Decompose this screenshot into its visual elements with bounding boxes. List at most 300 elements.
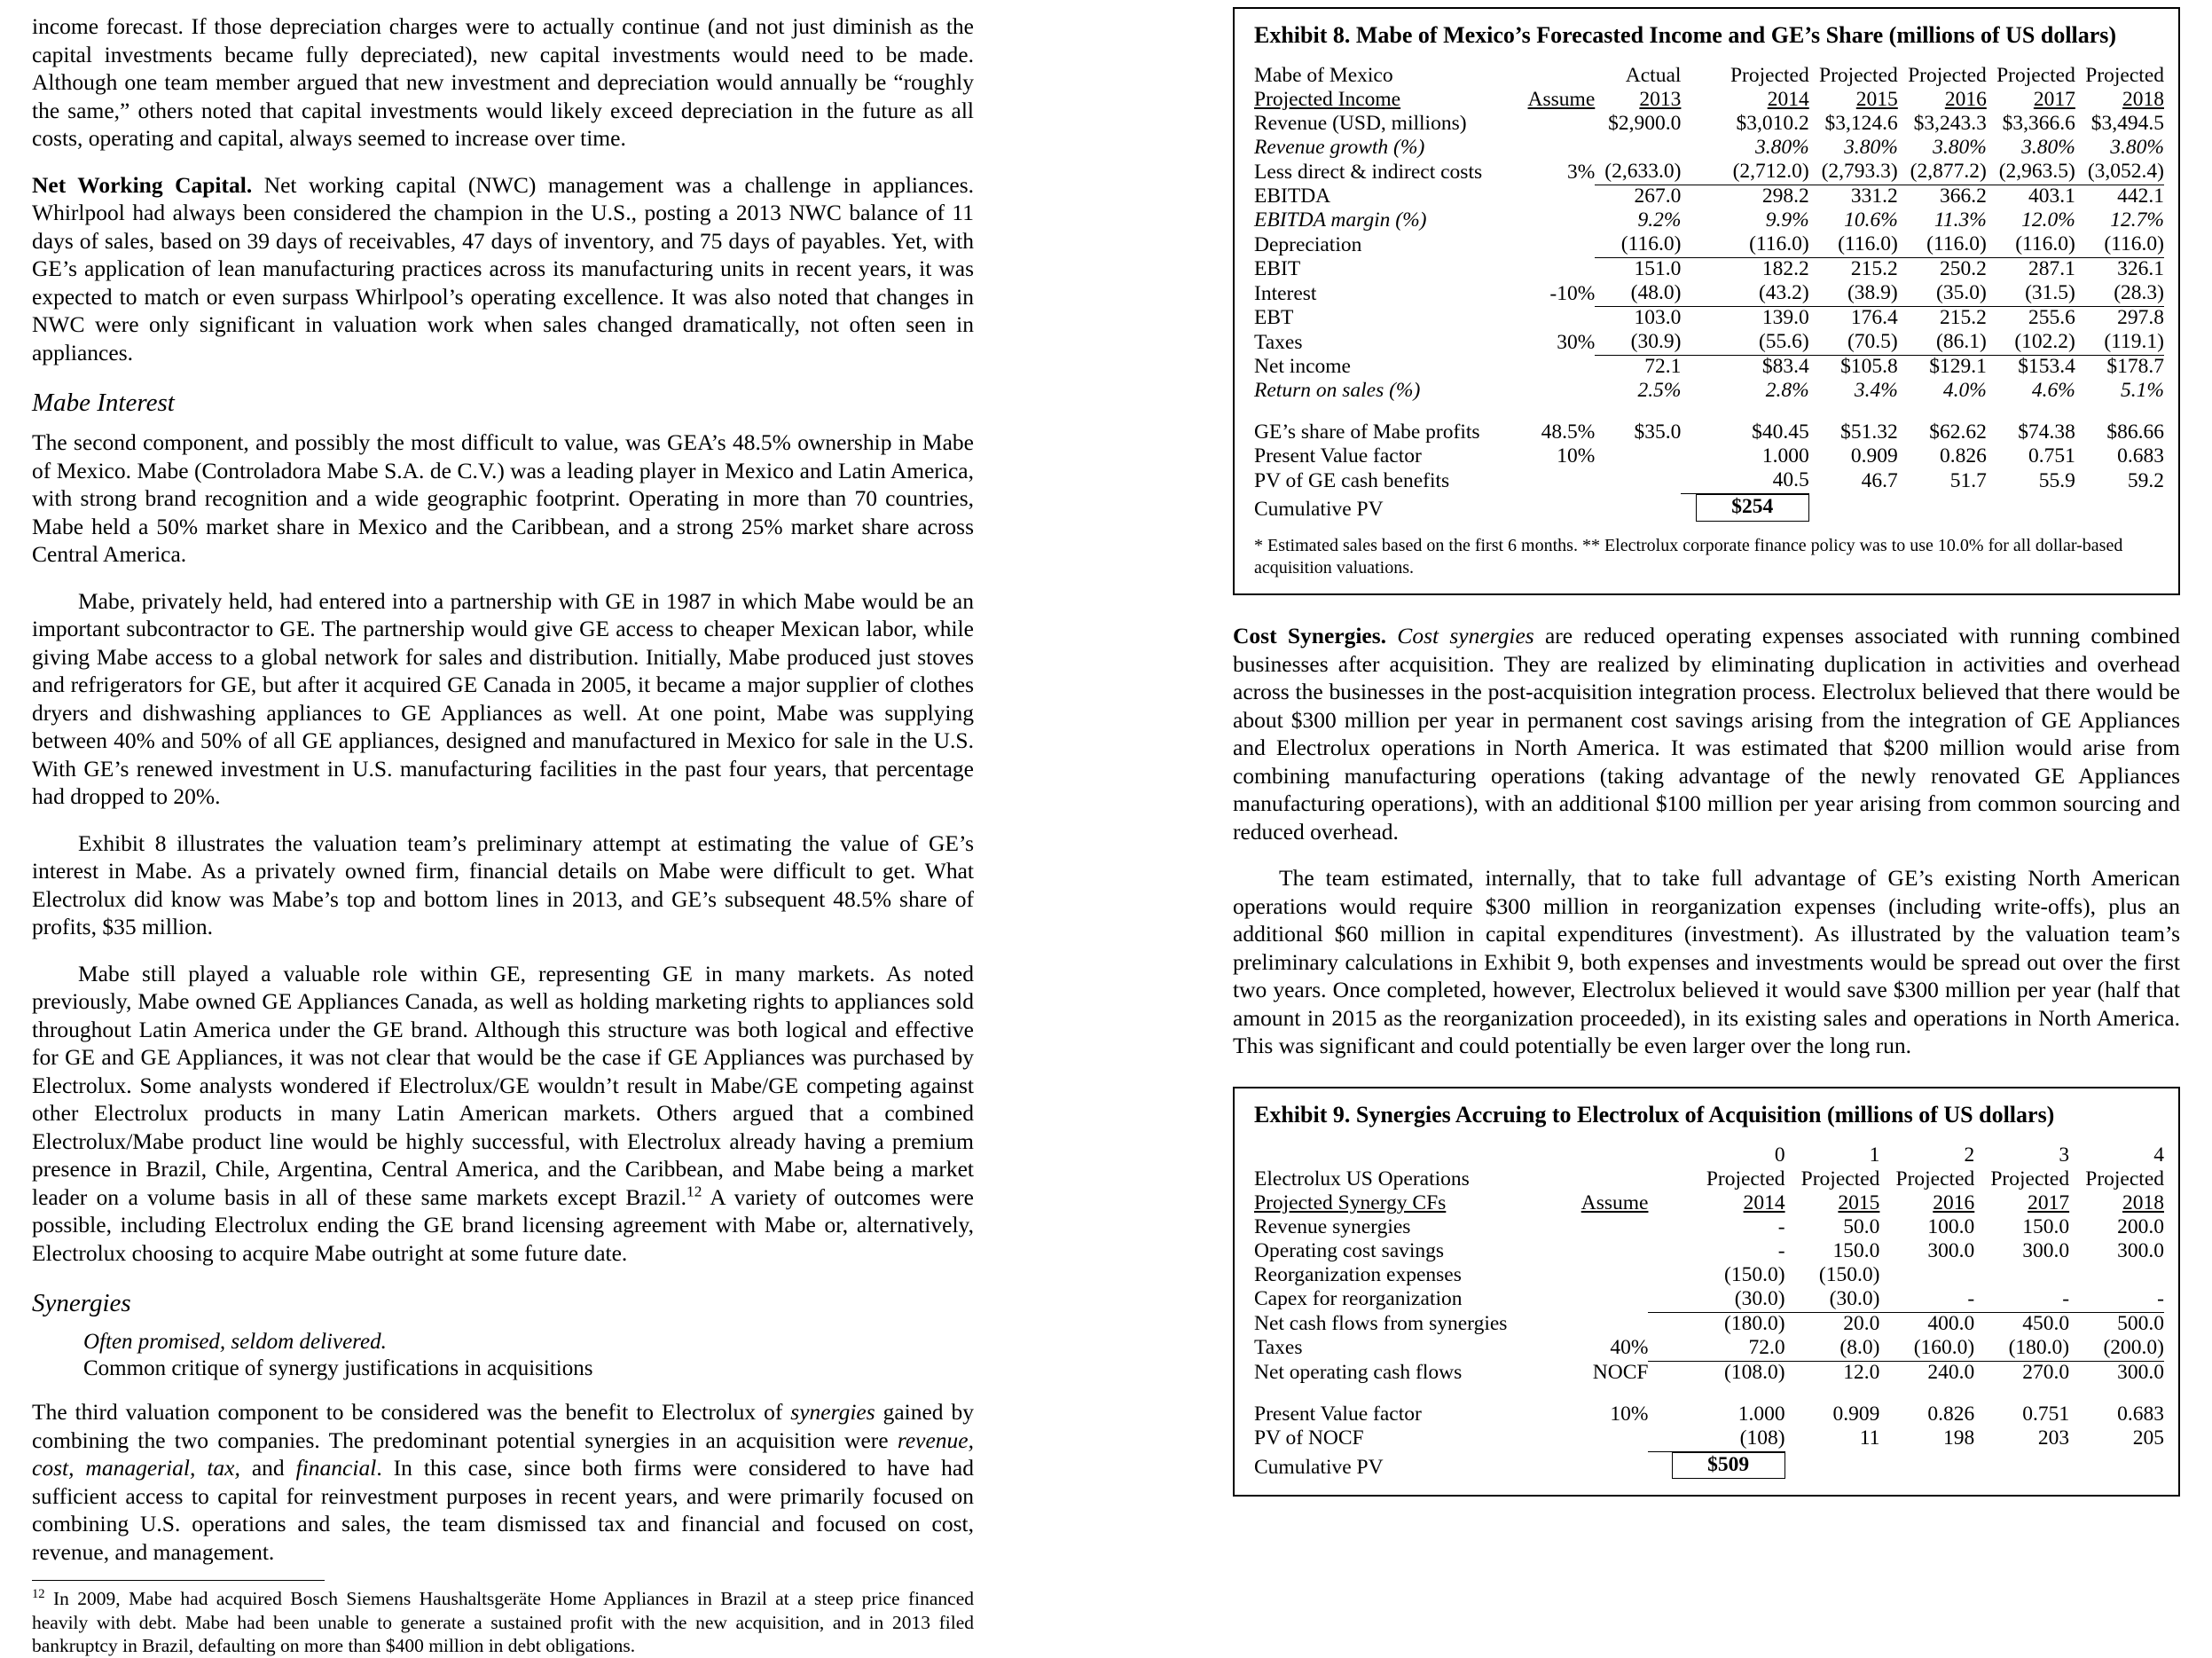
e8-l1-v4: 0.751	[2028, 444, 2075, 468]
exhibit-8	[1233, 7, 2180, 595]
e9-l0-assume: 10%	[1610, 1402, 1649, 1426]
e9-r4-v0: (180.0)	[1724, 1311, 1785, 1335]
e8-r0-v4: $3,366.6	[2002, 112, 2075, 135]
e9-r4-assume	[1567, 1312, 1648, 1337]
e8-l0-label: GE’s share of Mabe profits	[1254, 420, 1480, 444]
e9-r6-label: Net operating cash flows	[1254, 1360, 1463, 1384]
e8-r0-v0: $2,900.0	[1608, 112, 1682, 135]
e8-r9-v4: (102.2)	[1987, 331, 2075, 356]
table-row	[1254, 1403, 2164, 1427]
e8-r10-v1: $83.4	[1761, 355, 1809, 378]
exhibit-9-h2-c6: 2018	[2122, 1190, 2164, 1214]
table-row	[1254, 494, 2164, 523]
exhibit-8-h2-c3: 2014	[1767, 88, 1809, 111]
e8-r0-v1: $3,010.2	[1736, 112, 1809, 135]
e8-r10-v2: $105.8	[1840, 355, 1898, 378]
exhibit-9-h1-c0: Electrolux US Operations	[1254, 1167, 1470, 1190]
exhibit-9-h0-c2: 0	[1774, 1143, 1785, 1167]
e9-r1-v1: 150.0	[1832, 1238, 1880, 1262]
e8-r6-v2: 215.2	[1850, 257, 1898, 280]
e9-r3-v3: -	[1974, 1288, 2069, 1313]
e8-r4-v0: 9.2%	[1637, 208, 1682, 232]
synergies-i3: financial	[295, 1455, 377, 1481]
heading-synergies: Synergies	[32, 1289, 131, 1317]
e8-l2-label: PV of GE cash benefits	[1254, 468, 1450, 492]
e9-r6-v0: (108.0)	[1724, 1360, 1785, 1384]
e8-l2-v3: 51.7	[1949, 468, 1987, 492]
e8-r2-v5: (3,052.4)	[2075, 161, 2164, 185]
e9-r3-v0: (30.0)	[1648, 1288, 1785, 1313]
nwc-body: Net working capital (NWC) management was a challenge in appliances. Whirlpool had always been considered the champion in the U.S., posting a 2013 NWC balance of 11 days of sales, based on 39 days of receivables, 47 days of inventory, and 75 days of payables. Yet, with GE’s application of lean manufacturing practices across its manufacturing units in recent years, it was expected to match or even surpass Whirlpool’s operating excellence. It was also noted that changes in NWC were only significant in valuation work when sales changed dramatically, not often seen in appliances.	[32, 171, 974, 365]
e8-r5-v3: (116.0)	[1898, 233, 1987, 258]
cost-synergies-lead: Cost Synergies.	[1233, 623, 1387, 648]
e8-r10-v4: $153.4	[2018, 355, 2075, 378]
exhibit-9-h1-c1	[1567, 1168, 1648, 1192]
e8-l1-assume: 10%	[1557, 444, 1596, 468]
e9-l1-v3: 203	[2037, 1426, 2070, 1450]
exhibit-9-h0-c5: 3	[2059, 1143, 2070, 1167]
table-row	[1254, 113, 2164, 137]
paragraph-synergies	[32, 1398, 974, 1566]
e9-l2-v0-cell	[1648, 1451, 1785, 1481]
e8-r5-v2: (116.0)	[1809, 233, 1898, 258]
exhibit-9-h2-c4: 2016	[1933, 1190, 1975, 1214]
exhibit-8-h1-c7: Projected	[2085, 64, 2164, 87]
e9-r5-v2: (160.0)	[1879, 1337, 1974, 1362]
heading-mabe-interest: Mabe Interest	[32, 389, 175, 417]
exhibit-9-h2-c2: 2014	[1743, 1190, 1785, 1214]
table-row	[1254, 331, 2164, 356]
exhibit-9-h2-c0: Projected Synergy CFs	[1254, 1190, 1447, 1214]
table-row	[1254, 1337, 2164, 1362]
exhibit-9-title: Exhibit 9. Synergies Accruing to Electrolux of Acquisition (millions of US dollars)	[1254, 1101, 2055, 1128]
e8-r2-v4: (2,963.5)	[1987, 161, 2075, 185]
e9-r5-v1: (8.0)	[1785, 1337, 1880, 1362]
e8-l1-v0	[1595, 445, 1681, 469]
e8-r2-v1: (2,712.0)	[1681, 161, 1808, 185]
e8-l3-v0	[1595, 494, 1681, 523]
e8-r3-v4: 403.1	[2028, 185, 2075, 208]
e9-r5-v3: (180.0)	[1974, 1337, 2069, 1362]
exhibit-9-h2-c3: 2015	[1838, 1190, 1880, 1214]
footnote-12	[32, 1587, 974, 1658]
paragraph-mabe-4-tail: A variety of outcomes were possible, including Electrolux ending the GE brand licensing agreement with Mabe or, alternatively, Electrolux choosing to acquire Mabe outright at some future date.	[32, 1183, 974, 1266]
e8-l0-v5: $86.66	[2106, 420, 2164, 444]
e8-r0-v5: $3,494.5	[2090, 112, 2164, 135]
e8-l0-v2: $51.32	[1840, 420, 1898, 444]
e8-l1-label: Present Value factor	[1254, 444, 1422, 468]
e8-r9-label: Taxes	[1254, 330, 1303, 354]
e8-r8-v2: 176.4	[1850, 306, 1898, 329]
table-row	[1254, 445, 2164, 469]
e9-r4-label: Net cash flows from synergies	[1254, 1311, 1508, 1335]
e8-l3-assume	[1519, 494, 1595, 523]
e8-r10-label: Net income	[1254, 355, 1351, 378]
exhibit-9-h1-c2: Projected	[1706, 1167, 1785, 1190]
exhibit-8-h1-c4: Projected	[1819, 64, 1898, 87]
e8-r2-v2: (2,793.3)	[1809, 161, 1898, 185]
exhibit-9-h2-c1: Assume	[1581, 1190, 1649, 1214]
table-row	[1254, 1361, 2164, 1386]
exhibit-8-title: Exhibit 8. Mabe of Mexico’s Forecasted Income and GE’s Share (millions of US dollars)	[1254, 22, 2117, 48]
e9-r2-v1: (150.0)	[1818, 1262, 1880, 1286]
e9-l0-v1: 0.909	[1832, 1402, 1880, 1426]
exhibit-8-h2-c1: Assume	[1527, 88, 1596, 111]
e8-r7-v0: (48.0)	[1595, 282, 1681, 307]
e9-r0-v1: 50.0	[1843, 1214, 1880, 1238]
e9-r5-label: Taxes	[1254, 1336, 1303, 1359]
e9-r2-assume	[1567, 1264, 1648, 1288]
e9-r6-v1: 12.0	[1843, 1360, 1880, 1384]
e8-r4-v5: 12.7%	[2110, 208, 2164, 232]
table-row	[1254, 161, 2164, 185]
e8-r6-v0: 151.0	[1634, 257, 1682, 280]
synergies-t2: gained by combining the two companies. The predominant potential synergies in an acquisition were	[32, 1399, 974, 1453]
e9-r0-label: Revenue synergies	[1254, 1214, 1411, 1238]
e9-r6-assume: NOCF	[1592, 1360, 1649, 1384]
e8-r6-v4: 287.1	[2028, 257, 2075, 280]
e8-r1-v4: 3.80%	[2021, 136, 2075, 159]
e9-l0-v4: 0.683	[2117, 1402, 2164, 1426]
e8-l0-assume: 48.5%	[1541, 420, 1596, 444]
exhibit-9	[1233, 1087, 2180, 1497]
e9-l1-assume	[1567, 1427, 1648, 1452]
e8-l0-v4: $74.38	[2018, 420, 2075, 444]
e8-l3-label: Cumulative PV	[1254, 498, 1384, 521]
e8-r11-v4: 4.6%	[2031, 379, 2075, 402]
e8-r0-v2: $3,124.6	[1824, 112, 1898, 135]
exhibit-9-h0-c6: 4	[2153, 1143, 2164, 1167]
e9-r2-v0: (150.0)	[1724, 1262, 1785, 1286]
e8-r0-assume	[1519, 113, 1595, 137]
e9-l2-assume	[1567, 1451, 1648, 1481]
e8-r1-v1: 3.80%	[1755, 136, 1809, 159]
e8-r4-v3: 11.3%	[1934, 208, 1987, 232]
e8-r9-v5: (119.1)	[2075, 331, 2164, 356]
synergies-i2: revenue, cost, managerial, tax,	[32, 1426, 974, 1481]
e8-r1-v2: 3.80%	[1844, 136, 1898, 159]
e8-r5-v1: (116.0)	[1681, 233, 1808, 258]
e8-r11-v0: 2.5%	[1637, 379, 1682, 402]
exhibit-9-h0-c0	[1254, 1144, 1567, 1168]
paragraph-income-forecast: income forecast. If those depreciation charges were to actually continue (and not just diminish as the capital investments became fully depreciated), new capital investments would need to be made. Although one team member argued that new investment and depreciation would annually be “roughly the same,” others noted that capital investments would likely exceed depreciation in the future as all costs, operating and capital, always seemed to increase over time.	[32, 13, 974, 151]
paragraph-mabe-4-main: Mabe still played a valuable role within GE, representing GE in many markets. As noted previously, Mabe owned GE Appliances Canada, as well as holding marketing rights to appliances sold throughout Latin America under the GE brand. Although this structure was both logical and effective for GE and GE Appliances, it was not clear that would be the case if GE Appliances was purchased by Electrolux. Some analysts wondered if Electrolux/GE wouldn’t result in Mabe/GE competing against other Electrolux products in many Latin American markets. Others argued that a combined Electrolux/Mabe product line would be highly successful, with Electrolux already having a premium presence in Brazil, Chile, Argentina, Central America, and the Caribbean, and Mabe being a market leader on a volume basis in all of these same markets except Brazil.	[32, 960, 974, 1210]
e8-l2-v0	[1595, 469, 1681, 494]
e9-r3-label: Capex for reorganization	[1254, 1287, 1463, 1310]
e8-r10-v3: $129.1	[1929, 355, 1987, 378]
table-spacer	[1254, 404, 2164, 421]
e8-r8-v1: 139.0	[1761, 306, 1809, 329]
e9-r2-v3	[1974, 1264, 2069, 1288]
table-row	[1254, 258, 2164, 283]
e8-r7-v2: (38.9)	[1809, 282, 1898, 307]
e9-r1-label: Operating cost savings	[1254, 1238, 1445, 1262]
e9-l1-label: PV of NOCF	[1254, 1426, 1364, 1450]
e8-r0-label: Revenue (USD, millions)	[1254, 112, 1467, 135]
e8-r8-v0: 103.0	[1634, 306, 1682, 329]
e9-r3-assume	[1567, 1288, 1648, 1313]
exhibit-8-h1-c0: Mabe of Mexico	[1254, 64, 1393, 87]
exhibit-9-header-row-2	[1254, 1192, 2164, 1216]
e8-r10-assume	[1519, 356, 1595, 381]
e8-r8-v4: 255.6	[2028, 306, 2075, 329]
e9-l0-label: Present Value factor	[1254, 1402, 1422, 1426]
e8-r2-v3: (2,877.2)	[1898, 161, 1987, 185]
e8-r5-label: Depreciation	[1254, 232, 1362, 256]
exhibit-9-body	[1254, 1216, 2164, 1481]
e9-l2-v4	[2069, 1451, 2164, 1481]
right-exhibit-column	[1233, 7, 2180, 1497]
e8-r9-v1: (55.6)	[1681, 331, 1808, 356]
paragraph-team-estimate: The team estimated, internally, that to take full advantage of GE’s existing North American operations would require $300 million in reorganization expenses (including write-offs), plus an additional $60 million in capital expenditures (investment). As illustrated by the valuation team’s preliminary calculations in Exhibit 9, both expenses and investments would be spread out over the first two years. Once completed, however, Electrolux believed it would save $300 million per year (half that amount in 2015 as the reorganization proceeded), in its existing sales and operations in North America. This was significant and could potentially be even larger over the long run.	[1233, 865, 2180, 1058]
cumulative-pv-value: $254	[1696, 494, 1809, 522]
e9-r0-v0: -	[1777, 1214, 1785, 1238]
e8-r2-assume: 3%	[1566, 160, 1596, 184]
e8-r10-v5: $178.7	[2106, 355, 2164, 378]
table-row	[1254, 209, 2164, 233]
synergies-t1: The third valuation component to be considered was the benefit to Electrolux of	[32, 1399, 791, 1425]
e9-r1-assume	[1567, 1240, 1648, 1264]
e9-r4-v3: 450.0	[2022, 1311, 2070, 1335]
e8-r1-label: Revenue growth (%)	[1254, 136, 1425, 159]
exhibit-9-header-row-1	[1254, 1168, 2164, 1192]
e9-l2-v3	[1974, 1451, 2069, 1481]
e8-l2-v5: 59.2	[2127, 468, 2164, 492]
e8-r3-v1: 298.2	[1761, 185, 1809, 208]
e9-r3-v2: -	[1879, 1288, 1974, 1313]
synergies-i1: synergies	[790, 1399, 875, 1425]
e9-r5-v0: 72.0	[1648, 1337, 1785, 1362]
e8-r7-v1: (43.2)	[1681, 282, 1808, 307]
e8-l2-v2: 46.7	[1861, 468, 1898, 492]
e8-r0-v3: $3,243.3	[1913, 112, 1987, 135]
exhibit-9-thead	[1254, 1144, 2164, 1216]
e8-r2-label: Less direct & indirect costs	[1254, 160, 1483, 184]
e9-r1-v3: 300.0	[2022, 1238, 2070, 1262]
e9-l2-label: Cumulative PV	[1254, 1455, 1384, 1479]
table-row	[1254, 1312, 2164, 1337]
exhibit-9-table	[1254, 1144, 2164, 1481]
table-row	[1254, 307, 2164, 332]
epigraph-attribution: Common critique of synergy justifications in acquisitions	[83, 1356, 593, 1380]
e9-r6-v3: 270.0	[2022, 1360, 2070, 1384]
e9-r4-v2: 400.0	[1927, 1311, 1975, 1335]
e9-r2-v2	[1879, 1264, 1974, 1288]
exhibit-9-h0-c4: 2	[1964, 1143, 1975, 1167]
table-row	[1254, 469, 2164, 494]
exhibit-8-h1-c5: Projected	[1908, 64, 1987, 87]
epigraph-quote: Often promised, seldom delivered.	[83, 1330, 387, 1354]
e9-r1-v0: -	[1777, 1238, 1785, 1262]
e8-r9-v3: (86.1)	[1898, 331, 1987, 356]
e9-l1-v0: (108)	[1648, 1427, 1785, 1452]
e9-r6-v2: 240.0	[1927, 1360, 1975, 1384]
e8-l3-v2	[1809, 494, 1898, 523]
e8-r6-label: EBIT	[1254, 257, 1301, 280]
table-row	[1254, 233, 2164, 258]
e8-r9-assume: 30%	[1557, 330, 1596, 354]
e8-l1-v1: 1.000	[1761, 444, 1809, 468]
e8-l1-v2: 0.909	[1850, 444, 1898, 468]
e8-r4-v1: 9.9%	[1765, 208, 1809, 232]
e8-l0-v3: $62.62	[1929, 420, 1987, 444]
nwc-lead-in: Net Working Capital.	[32, 171, 253, 198]
e8-l2-v4: 55.9	[2038, 468, 2075, 492]
table-row	[1254, 380, 2164, 404]
exhibit-9-h0-c1	[1567, 1144, 1648, 1168]
e8-r5-v4: (116.0)	[1987, 233, 2075, 258]
e8-l0-v1: $40.45	[1752, 420, 1809, 444]
exhibit-8-h2-c4: 2015	[1855, 88, 1898, 111]
table-row	[1254, 1288, 2164, 1313]
exhibit-8-h1-c3: Projected	[1730, 64, 1809, 87]
e9-r0-v3: 150.0	[2022, 1214, 2070, 1238]
e8-r6-v3: 250.2	[1939, 257, 1987, 280]
exhibit-8-thead	[1254, 65, 2164, 113]
e8-r1-v5: 3.80%	[2110, 136, 2164, 159]
e8-r11-label: Return on sales (%)	[1254, 379, 1421, 402]
e8-r11-v2: 3.4%	[1854, 379, 1898, 402]
exhibit-8-header-row-1	[1254, 65, 2164, 89]
table-row	[1254, 185, 2164, 210]
e8-r1-v3: 3.80%	[1933, 136, 1987, 159]
e8-r3-assume	[1519, 185, 1595, 210]
exhibit-9-h1-c6: Projected	[2085, 1167, 2164, 1190]
e9-r0-assume	[1567, 1216, 1648, 1240]
table-row	[1254, 282, 2164, 307]
synergies-t4: . In this case, since both firms were considered to have had sufficient access to capital for reinvestment purposes in recent years, and were primarily focused on combining U.S. operations and sales, the team dismissed tax and financial and focused on cost, revenue, and management.	[32, 1455, 975, 1565]
e8-l3-v5	[2075, 494, 2164, 523]
footnote-separator	[32, 1580, 325, 1581]
exhibit-8-h1-c6: Projected	[1996, 64, 2075, 87]
paragraph-mabe-2: Mabe, privately held, had entered into a partnership with GE in 1987 in which Mabe would be an important subcontractor to GE. The partnership would give GE access to cheaper Mexican labor, while giving Mabe access to a global network for sales and distribution. Initially, Mabe produced just stoves and refrigerators for GE, but after it acquired GE Canada in 2005, it became a major supplier of clothes dryers and dishwashing appliances to GE Appliances as well. At one point, Mabe was supplying between 40% and 50% of all GE appliances, designed and manufactured in Mexico for sale in the U.S. With GE’s renewed investment in U.S. manufacturing facilities in the past four years, that percentage had dropped to 20%.	[32, 587, 974, 809]
e8-r9-v2: (70.5)	[1809, 331, 1898, 356]
e8-r7-v3: (35.0)	[1898, 282, 1987, 307]
table-row	[1254, 1451, 2164, 1481]
e8-r2-v0: (2,633.0)	[1595, 161, 1681, 185]
e8-r3-v0: 267.0	[1634, 185, 1682, 208]
e8-r9-v0: (30.9)	[1595, 331, 1681, 356]
exhibit-8-h1-c1	[1519, 65, 1595, 89]
e9-r5-assume: 40%	[1610, 1336, 1649, 1359]
e8-r3-label: EBITDA	[1254, 185, 1331, 208]
footnote-marker: 12	[32, 1586, 45, 1601]
exhibit-8-header-row-2	[1254, 89, 2164, 113]
e9-r3-v1: (30.0)	[1785, 1288, 1880, 1313]
e9-l2-v2	[1879, 1451, 1974, 1481]
paragraph-mabe-4	[32, 960, 974, 1268]
e8-r11-v3: 4.0%	[1942, 379, 1987, 402]
e8-r8-label: EBT	[1254, 306, 1294, 329]
e8-r5-v0: (116.0)	[1595, 233, 1681, 258]
e9-l0-v0: 1.000	[1737, 1402, 1785, 1426]
e9-r1-v4: 300.0	[2117, 1238, 2164, 1262]
exhibit-8-table	[1254, 65, 2164, 523]
e8-r7-v5: (28.3)	[2075, 282, 2164, 307]
e8-r4-v2: 10.6%	[1844, 208, 1898, 232]
exhibit-8-h2-c7: 2018	[2122, 88, 2164, 111]
exhibit-8-h2-c6: 2017	[2033, 88, 2075, 111]
paragraph-mabe-1: The second component, and possibly the most difficult to value, was GEA’s 48.5% ownership in Mabe of Mexico. Mabe (Controladora Mabe S.A. de C.V.) was a leading player in Mexico and Latin America, with strong brand recognition and a wide geographic footprint. Operating in more than 70 countries, Mabe held a 50% market share in Mexico and the Caribbean, and a strong 25% market share across Central America.	[32, 429, 974, 567]
exhibit-9-h0-c3: 1	[1869, 1143, 1880, 1167]
e9-r2-label: Reorganization expenses	[1254, 1262, 1462, 1286]
exhibit-8-h2-c5: 2016	[1944, 88, 1987, 111]
e9-r2-v4	[2069, 1264, 2164, 1288]
e8-r11-assume	[1519, 380, 1595, 404]
e8-l3-v1-cell	[1681, 494, 1808, 523]
exhibit-8-h2-c2: 2013	[1639, 88, 1682, 111]
e9-r4-v4: 500.0	[2117, 1311, 2164, 1335]
e8-r3-v3: 366.2	[1939, 185, 1987, 208]
right-column-midtext	[1233, 622, 2180, 1060]
exhibit-9-header-row-0	[1254, 1144, 2164, 1168]
cumulative-pv-value-e9: $509	[1672, 1452, 1785, 1480]
paragraph-mabe-3: Exhibit 8 illustrates the valuation team’s preliminary attempt at estimating the value of GE’s interest in Mabe. As a privately owned firm, financial details on Mabe were difficult to get. What Electrolux did know was Mabe’s top and bottom lines in 2013, and GE’s subsequent 48.5% share of profits, $35 million.	[32, 829, 974, 939]
e8-r11-v5: 5.1%	[2121, 379, 2164, 402]
footnote-reference-12: 12	[686, 1183, 702, 1199]
e9-l1-v1: 11	[1859, 1426, 1880, 1450]
e9-r3-v4: -	[2069, 1288, 2164, 1313]
table-row	[1254, 1216, 2164, 1240]
e8-r8-v5: 297.8	[2117, 306, 2164, 329]
e9-l0-v3: 0.751	[2022, 1402, 2070, 1426]
table-row	[1254, 137, 2164, 161]
e8-r5-v5: (116.0)	[2075, 233, 2164, 258]
e8-r11-v1: 2.8%	[1765, 379, 1809, 402]
e8-l2-v1: 40.5	[1681, 469, 1808, 494]
e9-r5-v4: (200.0)	[2069, 1337, 2164, 1362]
e8-r5-assume	[1519, 233, 1595, 258]
footnote-text: In 2009, Mabe had acquired Bosch Siemens Haushaltsgeräte Home Appliances in Brazil at a steep price financed heavily with debt. Mabe had been unable to generate a sustained profit with the new acquisition, and in 2013 filed bankruptcy in Brazil, defaulting on more than $400 million in debt obligations.	[32, 1588, 974, 1656]
left-text-column	[32, 12, 974, 1658]
exhibit-9-h1-c4: Projected	[1895, 1167, 1975, 1190]
e8-l3-v3	[1898, 494, 1987, 523]
e8-r8-assume	[1519, 307, 1595, 332]
exhibit-8-note: * Estimated sales based on the first 6 months. ** Electrolux corporate finance policy was to use 10.0% for all dollar-based acquisition valuations.	[1254, 536, 2123, 578]
exhibit-9-h1-c5: Projected	[1990, 1167, 2070, 1190]
synergies-epigraph	[83, 1329, 974, 1382]
e9-l1-v4: 205	[2132, 1426, 2164, 1450]
e8-r7-v4: (31.5)	[1987, 282, 2075, 307]
table-row	[1254, 421, 2164, 445]
exhibit-9-h2-c5: 2017	[2028, 1190, 2070, 1214]
synergies-t3: and	[239, 1455, 296, 1481]
e8-r10-v0: 72.1	[1644, 355, 1682, 378]
e8-r6-v1: 182.2	[1761, 257, 1809, 280]
e9-r4-v1: 20.0	[1843, 1311, 1880, 1335]
table-row	[1254, 1264, 2164, 1288]
e9-l0-v2: 0.826	[1927, 1402, 1975, 1426]
exhibit-8-body	[1254, 113, 2164, 523]
paragraph-cost-synergies	[1233, 622, 2180, 845]
e8-l3-v4	[1987, 494, 2075, 523]
e8-l1-v3: 0.826	[1939, 444, 1987, 468]
e8-r7-assume: -10%	[1549, 281, 1596, 305]
e8-r4-label: EBITDA margin (%)	[1254, 208, 1427, 232]
e9-r0-v4: 200.0	[2117, 1214, 2164, 1238]
e8-r7-label: Interest	[1254, 281, 1317, 305]
table-row	[1254, 1427, 2164, 1452]
cost-synergies-body: are reduced operating expenses associated with running combined businesses after acquisition. They are realized by eliminating duplication in activities and overhead across the businesses in the post-acquisition integration process. Electrolux believed that there would be about $300 million per year in permanent cost savings arising from the integration of GE Appliances and Electrolux operations in North America. It was estimated that $200 million would arise from combining manufacturing operations (taking advantage of the newly renovated GE Appliances manufacturing operations), with an additional $100 million per year arising from common sourcing and reduced overhead.	[1233, 623, 2180, 845]
table-row	[1254, 1240, 2164, 1264]
e8-r6-v5: 326.1	[2117, 257, 2164, 280]
e9-l1-v2: 198	[1943, 1426, 1975, 1450]
e8-r8-v3: 215.2	[1939, 306, 1987, 329]
e8-r1-v0	[1595, 137, 1681, 161]
table-row	[1254, 356, 2164, 381]
e9-r6-v4: 300.0	[2117, 1360, 2164, 1384]
cost-synergies-italic-lead: Cost synergies	[1386, 623, 1534, 648]
